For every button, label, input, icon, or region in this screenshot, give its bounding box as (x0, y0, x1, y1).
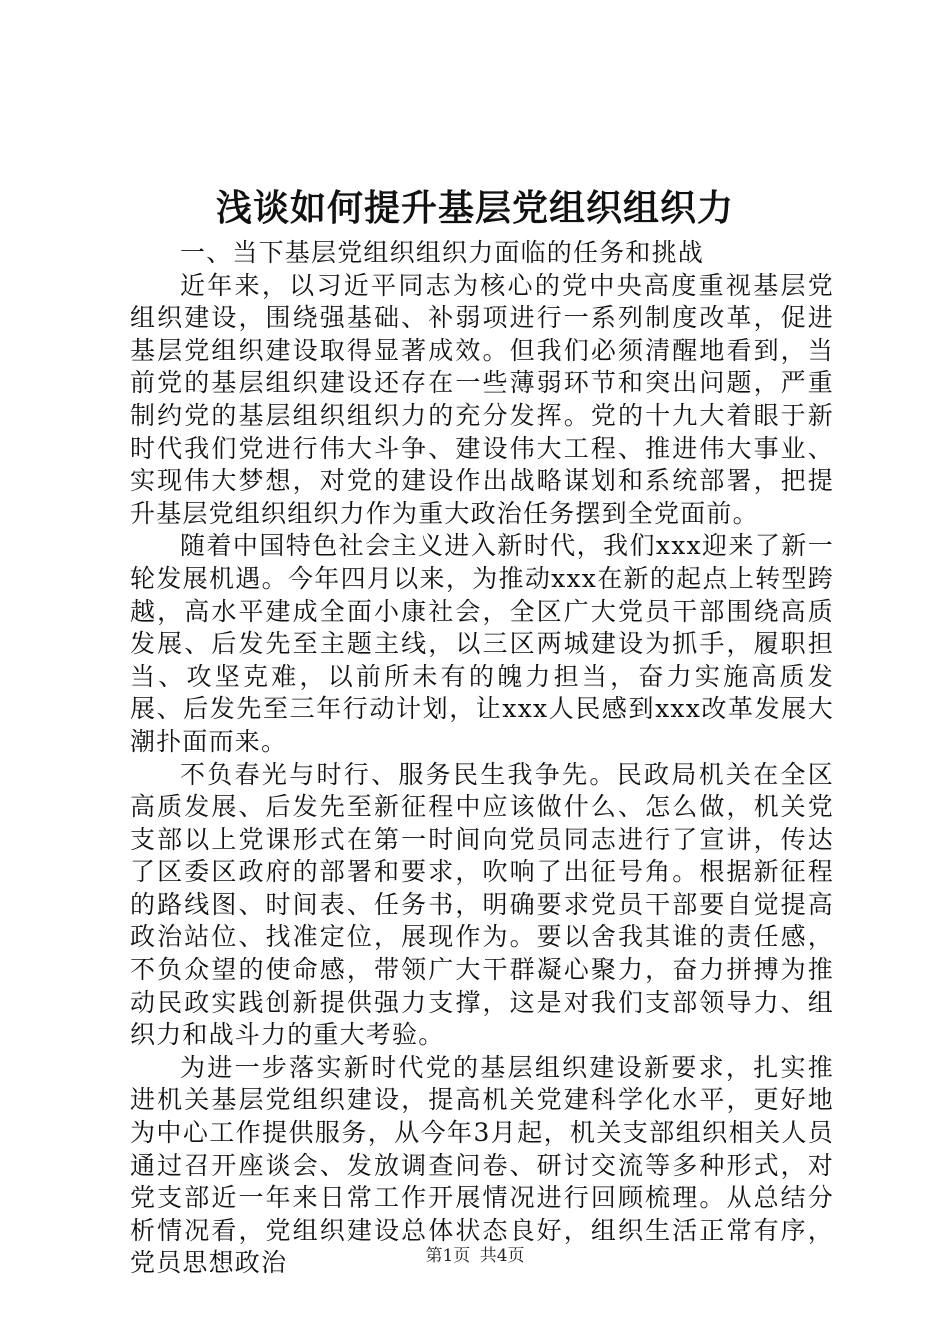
document-body (130, 237, 834, 1280)
body-paragraph: 为进一步落实新时代党的基层组织建设新要求，扎实推进机关基层党组织建设，提高机关党建科学化水平，更好地为中心工作提供服务，从今年3月起，机关支部组织相关人员通过召开座谈会、发放调查问卷、研讨交流等多种形式，对党支部近一年来日常工作开展情况进行回顾梳理。从总结分析情况看，党组织建设总体状态良好，组织生活正常有序，党员思想政治 (130, 1052, 834, 1278)
body-paragraph: 随着中国特色社会主义进入新时代，我们xxx迎来了新一轮发展机遇。今年四月以来，为推动xxx在新的起点上转型跨越，高水平建成全面小康社会，全区广大党员干部围绕高质发展、后发先至主题主线，以三区两城建设为抓手，履职担当、攻坚克难，以前所未有的魄力担当，奋力实施高质发展、后发先至三年行动计划，让xxx人民感到xxx改革发展大潮扑面而来。 (130, 531, 834, 756)
document-title: 浅谈如何提升基层党组织组织力 (215, 187, 734, 229)
page-number-footer: 第1页 共4页 (425, 1246, 525, 1266)
section-heading: 一、当下基层党组织组织力面临的任务和挑战 (180, 238, 705, 267)
body-paragraph: 近年来，以习近平同志为核心的党中央高度重视基层党组织建设，围绕强基础、补弱项进行一系列制度改革，促进基层党组织建设取得显著成效。但我们必须清醒地看到，当前党的基层组织建设还存在一些薄弱环节和突出问题，严重制约党的基层组织组织力的充分发挥。党的十九大着眼于新时代我们党进行伟大斗争、建设伟大工程、推进伟大事业、实现伟大梦想，对党的建设作出战略谋划和系统部署，把提升基层党组织组织力作为重大政治任务摆到全党面前。 (130, 270, 834, 528)
body-paragraph: 不负春光与时行、服务民生我争先。民政局机关在全区高质发展、后发先至新征程中应该做什么、怎么做，机关党支部以上党课形式在第一时间向党员同志进行了宣讲，传达了区委区政府的部署和要求，吹响了出征号角。根据新征程的路线图、时间表、任务书，明确要求党员干部要自觉提高政治站位、找准定位，展现作为。要以舍我其谁的责任感，不负众望的使命感，带领广大干群凝心聚力，奋力拼搏为推动民政实践创新提供强力支撑，这是对我们支部领导力、组织力和战斗力的重大考验。 (130, 759, 834, 1050)
